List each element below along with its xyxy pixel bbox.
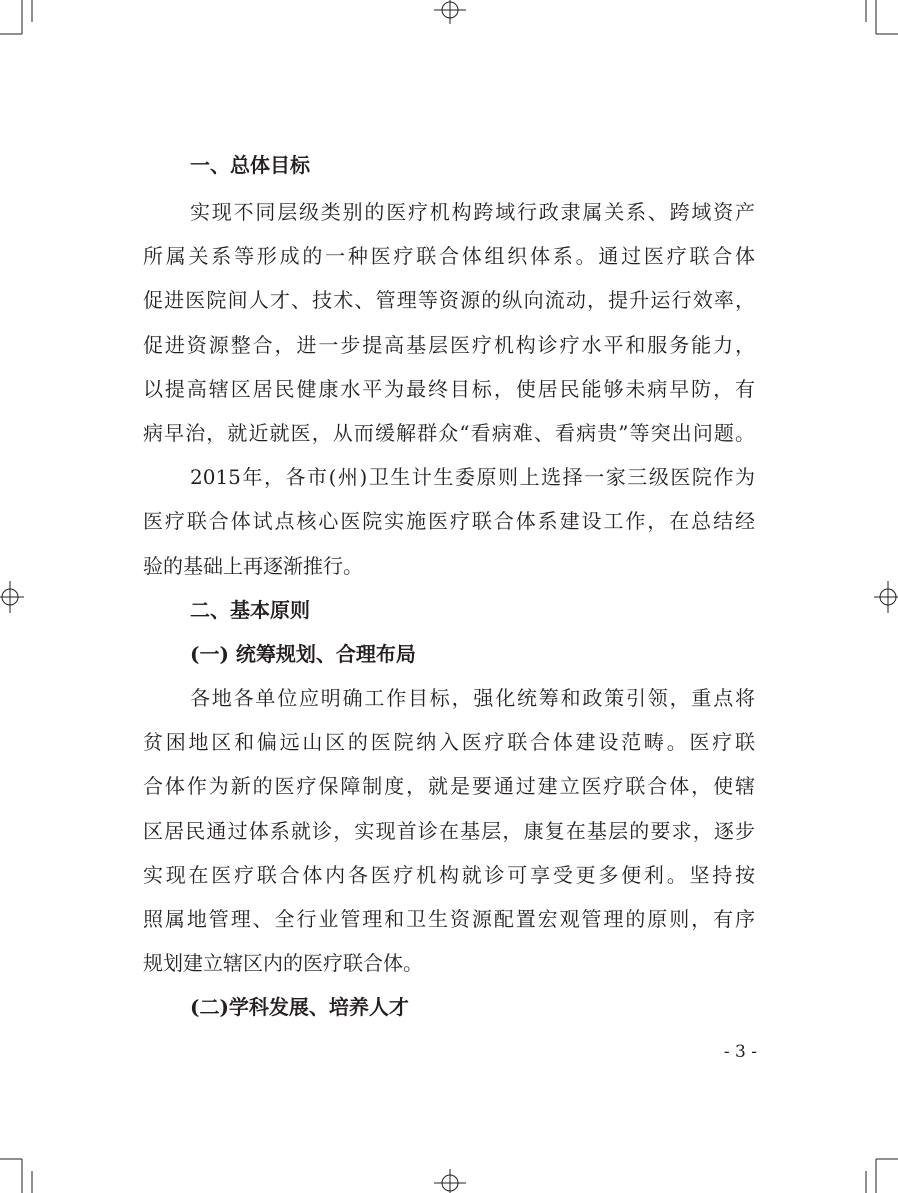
subsection-heading-discipline-talent: (二)学科发展、培养人才 [190,995,409,1020]
text-line: 病早治，就近就医，从而缓解群众“看病难、看病贵”等突出问题。 [143,420,755,445]
page-number: - 3 - [723,1042,757,1062]
text-line: 实现不同层级类别的医疗机构跨域行政隶属关系、跨域资产 [190,200,755,224]
registration-mark-bottom [434,1169,466,1193]
text-line: 以提高辖区居民健康水平为最终目标，使居民能够未病早防，有 [143,376,755,401]
text-line: 合体作为新的医疗保障制度，就是要通过建立医疗联合体，使辖 [143,774,755,799]
text-line: 各地各单位应明确工作目标，强化统筹和政策引领，重点将 [190,686,755,711]
registration-mark-left [0,581,24,613]
subsection-heading-planning-layout: (一) 统筹规划、合理布局 [190,641,416,666]
crop-mark-top-right [866,0,898,34]
crop-mark-top-left [0,0,32,34]
text-line: 所属关系等形成的一种医疗联合体组织体系。通过医疗联合体 [143,244,755,269]
paragraph-overall-goals [143,190,755,455]
text-line: 贫困地区和偏远山区的医院纳入医疗联合体建设范畴。医疗联 [143,730,755,755]
text-line: 医疗联合体试点核心医院实施医疗联合体系建设工作，在总结经 [143,509,755,534]
text-line: 规划建立辖区内的医疗联合体。 [143,951,423,976]
registration-mark-right [874,581,898,613]
text-line: 照属地管理、全行业管理和卫生资源配置宏观管理的原则，有序 [143,907,755,931]
paragraph-pilot-plan [143,455,755,588]
text-line: 促进医院间人才、技术、管理等资源的纵向流动，提升运行效率， [143,288,755,313]
section-heading-basic-principles: 二、基本原则 [190,597,310,622]
crop-mark-bottom-left [0,1159,32,1193]
crop-mark-bottom-right [866,1159,898,1193]
text-line: 区居民通过体系就诊，实现首诊在基层，康复在基层的要求，逐步 [143,818,755,843]
text-line: 实现在医疗联合体内各医疗机构就诊可享受更多便利。坚持按 [143,862,755,887]
text-line: 促进资源整合，进一步提高基层医疗机构诊疗水平和服务能力， [143,332,755,357]
registration-mark-top [434,0,466,24]
section-heading-overall-goals: 一、总体目标 [190,153,310,177]
text-line: 验的基础上再逐渐推行。 [143,553,363,578]
paragraph-planning-layout [143,676,755,985]
text-line: 2015年，各市(州)卫生计生委原则上选择一家三级医院作为 [190,465,755,490]
document-body [143,140,755,1030]
